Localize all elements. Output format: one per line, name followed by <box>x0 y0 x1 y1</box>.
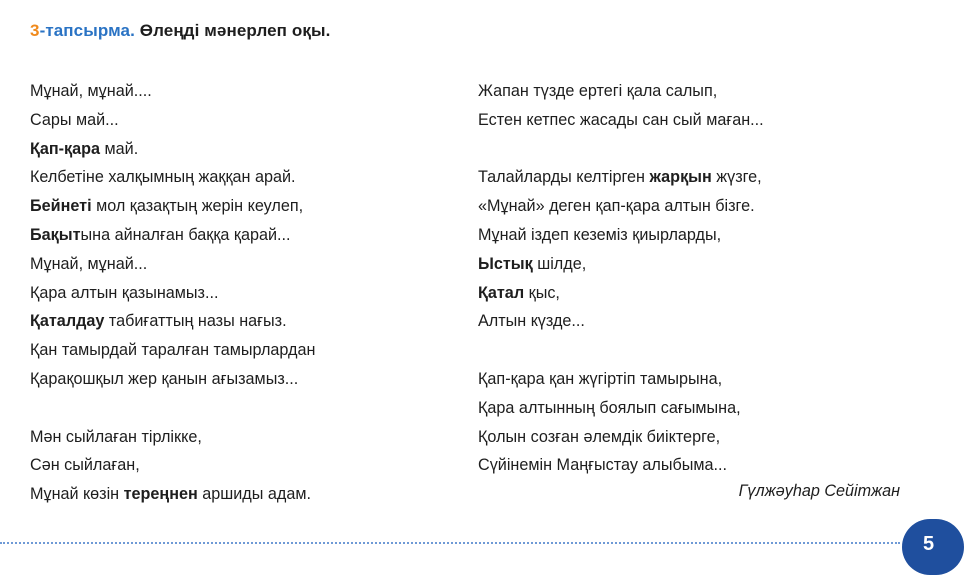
task-header <box>30 21 330 41</box>
poem-line: Мұнай көзін тереңнен аршиды адам. <box>30 485 311 504</box>
poem-line: Қара алтын қазынамыз... <box>30 283 219 302</box>
poem-line: Қап-қара қан жүгіртіп тамырына, <box>478 369 723 388</box>
poem-line: Қолын созған әлемдік биіктерге, <box>478 427 721 446</box>
poem-line: Қап-қара май. <box>30 139 139 158</box>
poem-line: Бақытына айналған баққа қарай... <box>30 225 291 244</box>
poem-line: Қан тамырдай таралған тамырлардан <box>30 341 316 360</box>
poem-line: Қатал қыс, <box>478 283 560 302</box>
poem-right-column <box>478 77 908 480</box>
poem-line: Мән сыйлаған тірлікке, <box>30 427 202 446</box>
poem-line: Қарақошқыл жер қанын ағызамыз... <box>30 369 299 388</box>
stanza-gap <box>30 394 460 423</box>
poem-author: Гүлжәуһар Сейітжан <box>738 482 900 500</box>
poem-line: Сүйінемін Маңғыстау алыбыма... <box>478 456 728 475</box>
stanza-gap <box>478 336 908 365</box>
dotted-divider <box>0 542 900 544</box>
poem-line: «Мұнай» деген қап-қара алтын бізге. <box>478 197 755 216</box>
poem-line: Келбетіне халқымның жаққан арай. <box>30 168 296 187</box>
poem-line: Талайларды келтірген жарқын жүзге, <box>478 168 762 187</box>
poem-line: Мұнай іздеп кеземіз қиырларды, <box>478 225 722 244</box>
poem-line: Естен кетпес жасады сан сый маған... <box>478 110 764 129</box>
poem-line: Мұнай, мұнай... <box>30 254 148 273</box>
task-instruction: Өлеңді мәнерлеп оқы. <box>139 21 331 40</box>
poem-line: Сән сыйлаған, <box>30 456 140 475</box>
task-label: -тапсырма. <box>39 21 135 40</box>
poem-left-column <box>30 77 460 509</box>
poem-line: Жапан түзде ертегі қала салып, <box>478 82 718 100</box>
poem-line: Қаталдау табиғаттың назы нағыз. <box>30 312 287 331</box>
poem-line: Бейнеті мол қазақтың жерін кеулеп, <box>30 197 304 216</box>
poem-line: Сары май... <box>30 110 119 129</box>
poem-line: Ыстық шілде, <box>478 254 587 273</box>
task-number: 3 <box>30 21 40 40</box>
stanza-gap <box>478 135 908 164</box>
poem-line: Алтын күзде... <box>478 312 585 331</box>
poem-line: Қара алтынның боялып сағымына, <box>478 398 741 417</box>
page-number: 5 <box>923 533 935 555</box>
poem-line: Мұнай, мұнай.... <box>30 82 152 100</box>
